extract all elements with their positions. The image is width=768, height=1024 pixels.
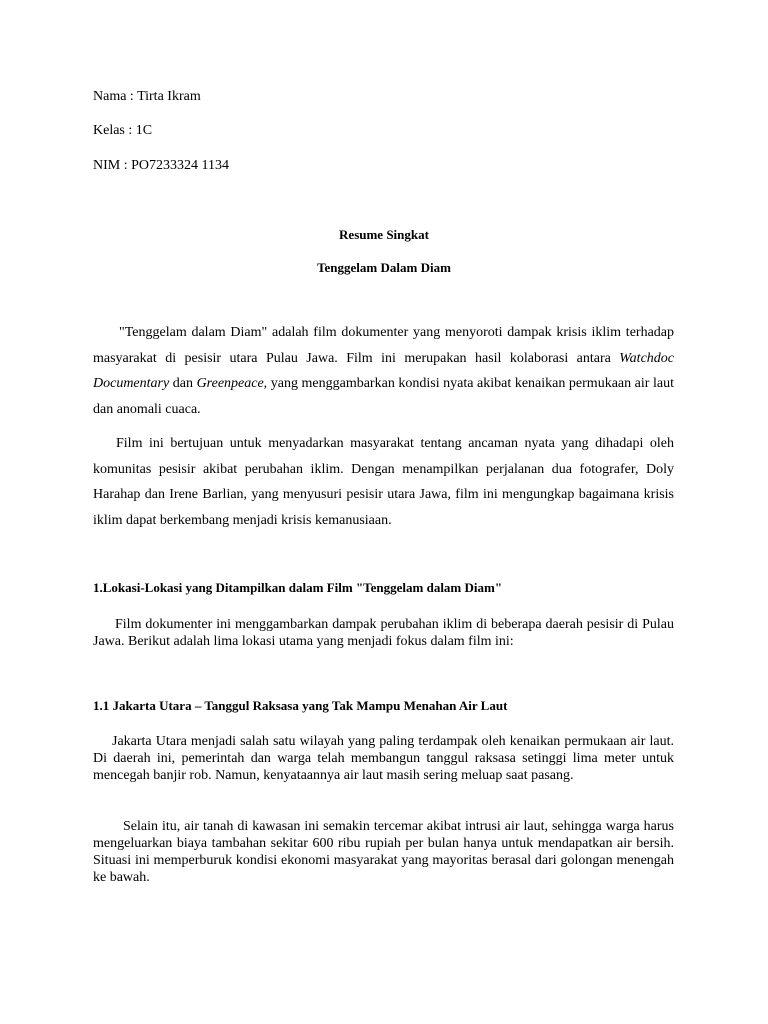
student-nim: NIM : PO7233324 1134: [93, 158, 229, 173]
greenpeace-name: Greenpeace: [196, 376, 264, 391]
section-1-1-paragraph-2: Selain itu, air tanah di kawasan ini semakin tercemar akibat intrusi air laut, sehingga warga harus mengeluarkan biaya tambahan sekitar 600 ribu rupiah per bulan hanya untuk mendapatkan air bersih. Situasi ini memperburuk kondisi ekonomi masyarakat yang mayoritas berasal dari golongan menengah ke bawah.: [93, 819, 674, 885]
section-1-paragraph: Film dokumenter ini menggambarkan dampak perubahan iklim di beberapa daerah pesisir di Pulau Jawa. Berikut adalah lima lokasi utama yang menjadi fokus dalam film ini:: [93, 617, 674, 649]
intro-paragraph-1: "Tenggelam dalam Diam" adalah film dokumenter yang menyoroti dampak krisis iklim terhadap masyarakat di pesisir utara Pulau Jawa. Film ini merupakan hasil kolaborasi antara Watchdoc Documentary dan Greenpeace, yang menggambarkan kondisi nyata akibat kenaikan permukaan air laut dan anomali cuaca.: [93, 325, 675, 417]
section-1-1-paragraph-1: Jakarta Utara menjadi salah satu wilayah yang paling terdampak oleh kenaikan permukaan air laut. Di daerah ini, pemerintah dan warga telah membangun tanggul raksasa setinggi lima meter untuk mencegah banjir rob. Namun, kenyataannya air laut masih sering meluap saat pasang.: [93, 734, 674, 783]
section-1-heading: 1.Lokasi-Lokasi yang Ditampilkan dalam Film "Tenggelam dalam Diam": [93, 580, 503, 595]
section-1-1-heading: 1.1 Jakarta Utara – Tanggul Raksasa yang Tak Mampu Menahan Air Laut: [93, 698, 508, 713]
document-subtitle: Tenggelam Dalam Diam: [317, 260, 451, 275]
student-class: Kelas : 1C: [93, 123, 153, 138]
intro-paragraph-2: Film ini bertujuan untuk menyadarkan masyarakat tentang ancaman nyata yang dihadapi oleh komunitas pesisir akibat perubahan iklim. Dengan menampilkan perjalanan dua fotografer, Doly Harahap dan Irene Barlian, yang menyusuri pesisir utara Jawa, film ini mengungkap bagaimana krisis iklim dapat berkembang menjadi krisis kemanusiaan.: [93, 436, 674, 528]
student-name: Nama : Tirta Ikram: [93, 89, 201, 104]
document-title: Resume Singkat: [339, 227, 429, 242]
watchdoc-name: Watchdoc Documentary: [93, 350, 674, 391]
